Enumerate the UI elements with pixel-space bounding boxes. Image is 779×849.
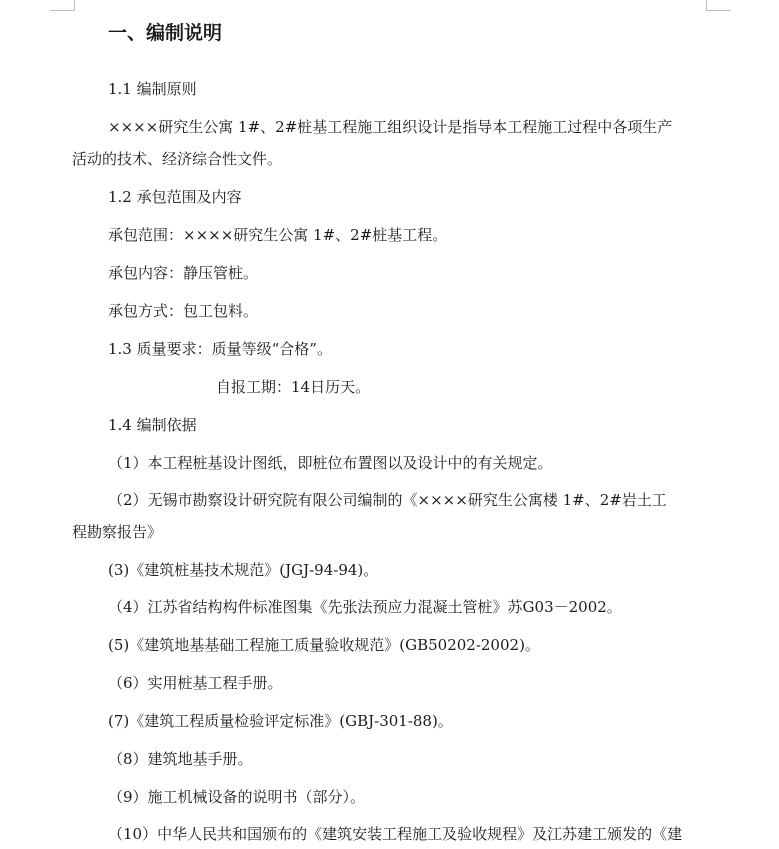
section-heading: 一、编制说明 xyxy=(108,22,223,44)
list-item: (5)《建筑地基基础工程施工质量验收规范》(GB50202-2002)。 xyxy=(108,636,540,654)
subsection-title-1-3: 1.3 质量要求：质量等级“合格”。 xyxy=(108,340,332,358)
paragraph-line: 承包方式：包工包料。 xyxy=(108,302,259,320)
margin-corner-mark-right xyxy=(706,0,731,11)
list-item: （9）施工机械设备的说明书（部分）。 xyxy=(108,788,366,806)
list-item: （4）江苏省结构构件标准图集《先张法预应力混凝土管桩》苏G03－2002。 xyxy=(108,598,622,616)
list-item: （8）建筑地基手册。 xyxy=(108,750,253,768)
list-item: （1）本工程桩基设计图纸，即桩位布置图以及设计中的有关规定。 xyxy=(108,454,553,472)
list-item: （2）无锡市勘察设计研究院有限公司编制的《××××研究生公寓楼 1#、2#岩土工 xyxy=(108,491,667,509)
paragraph-line: ××××研究生公寓 1#、2#桩基工程施工组织设计是指导本工程施工过程中各项生产 xyxy=(108,118,673,136)
subsection-title-1-2: 1.2 承包范围及内容 xyxy=(108,188,242,206)
paragraph-line: 活动的技术、经济综合性文件。 xyxy=(72,150,283,168)
margin-corner-mark-left xyxy=(50,0,75,11)
list-item-continued: 程勘察报告》 xyxy=(72,523,163,541)
paragraph-line: 承包内容：静压管桩。 xyxy=(108,264,259,282)
list-item: (3)《建筑桩基技术规范》(JGJ-94-94)。 xyxy=(108,561,379,579)
subsection-title-1-4: 1.4 编制依据 xyxy=(108,416,197,434)
subsection-title-1-1: 1.1 编制原则 xyxy=(108,80,197,98)
list-item: （6）实用桩基工程手册。 xyxy=(108,674,283,692)
list-item: (7)《建筑工程质量检验评定标准》(GBJ-301-88)。 xyxy=(108,712,453,730)
list-item: （10）中华人民共和国颁布的《建筑安装工程施工及验收规程》及江苏建工颁发的《建 xyxy=(108,825,683,843)
paragraph-line: 承包范围：××××研究生公寓 1#、2#桩基工程。 xyxy=(108,226,448,244)
paragraph-line: 自报工期：14日历天。 xyxy=(216,378,371,396)
